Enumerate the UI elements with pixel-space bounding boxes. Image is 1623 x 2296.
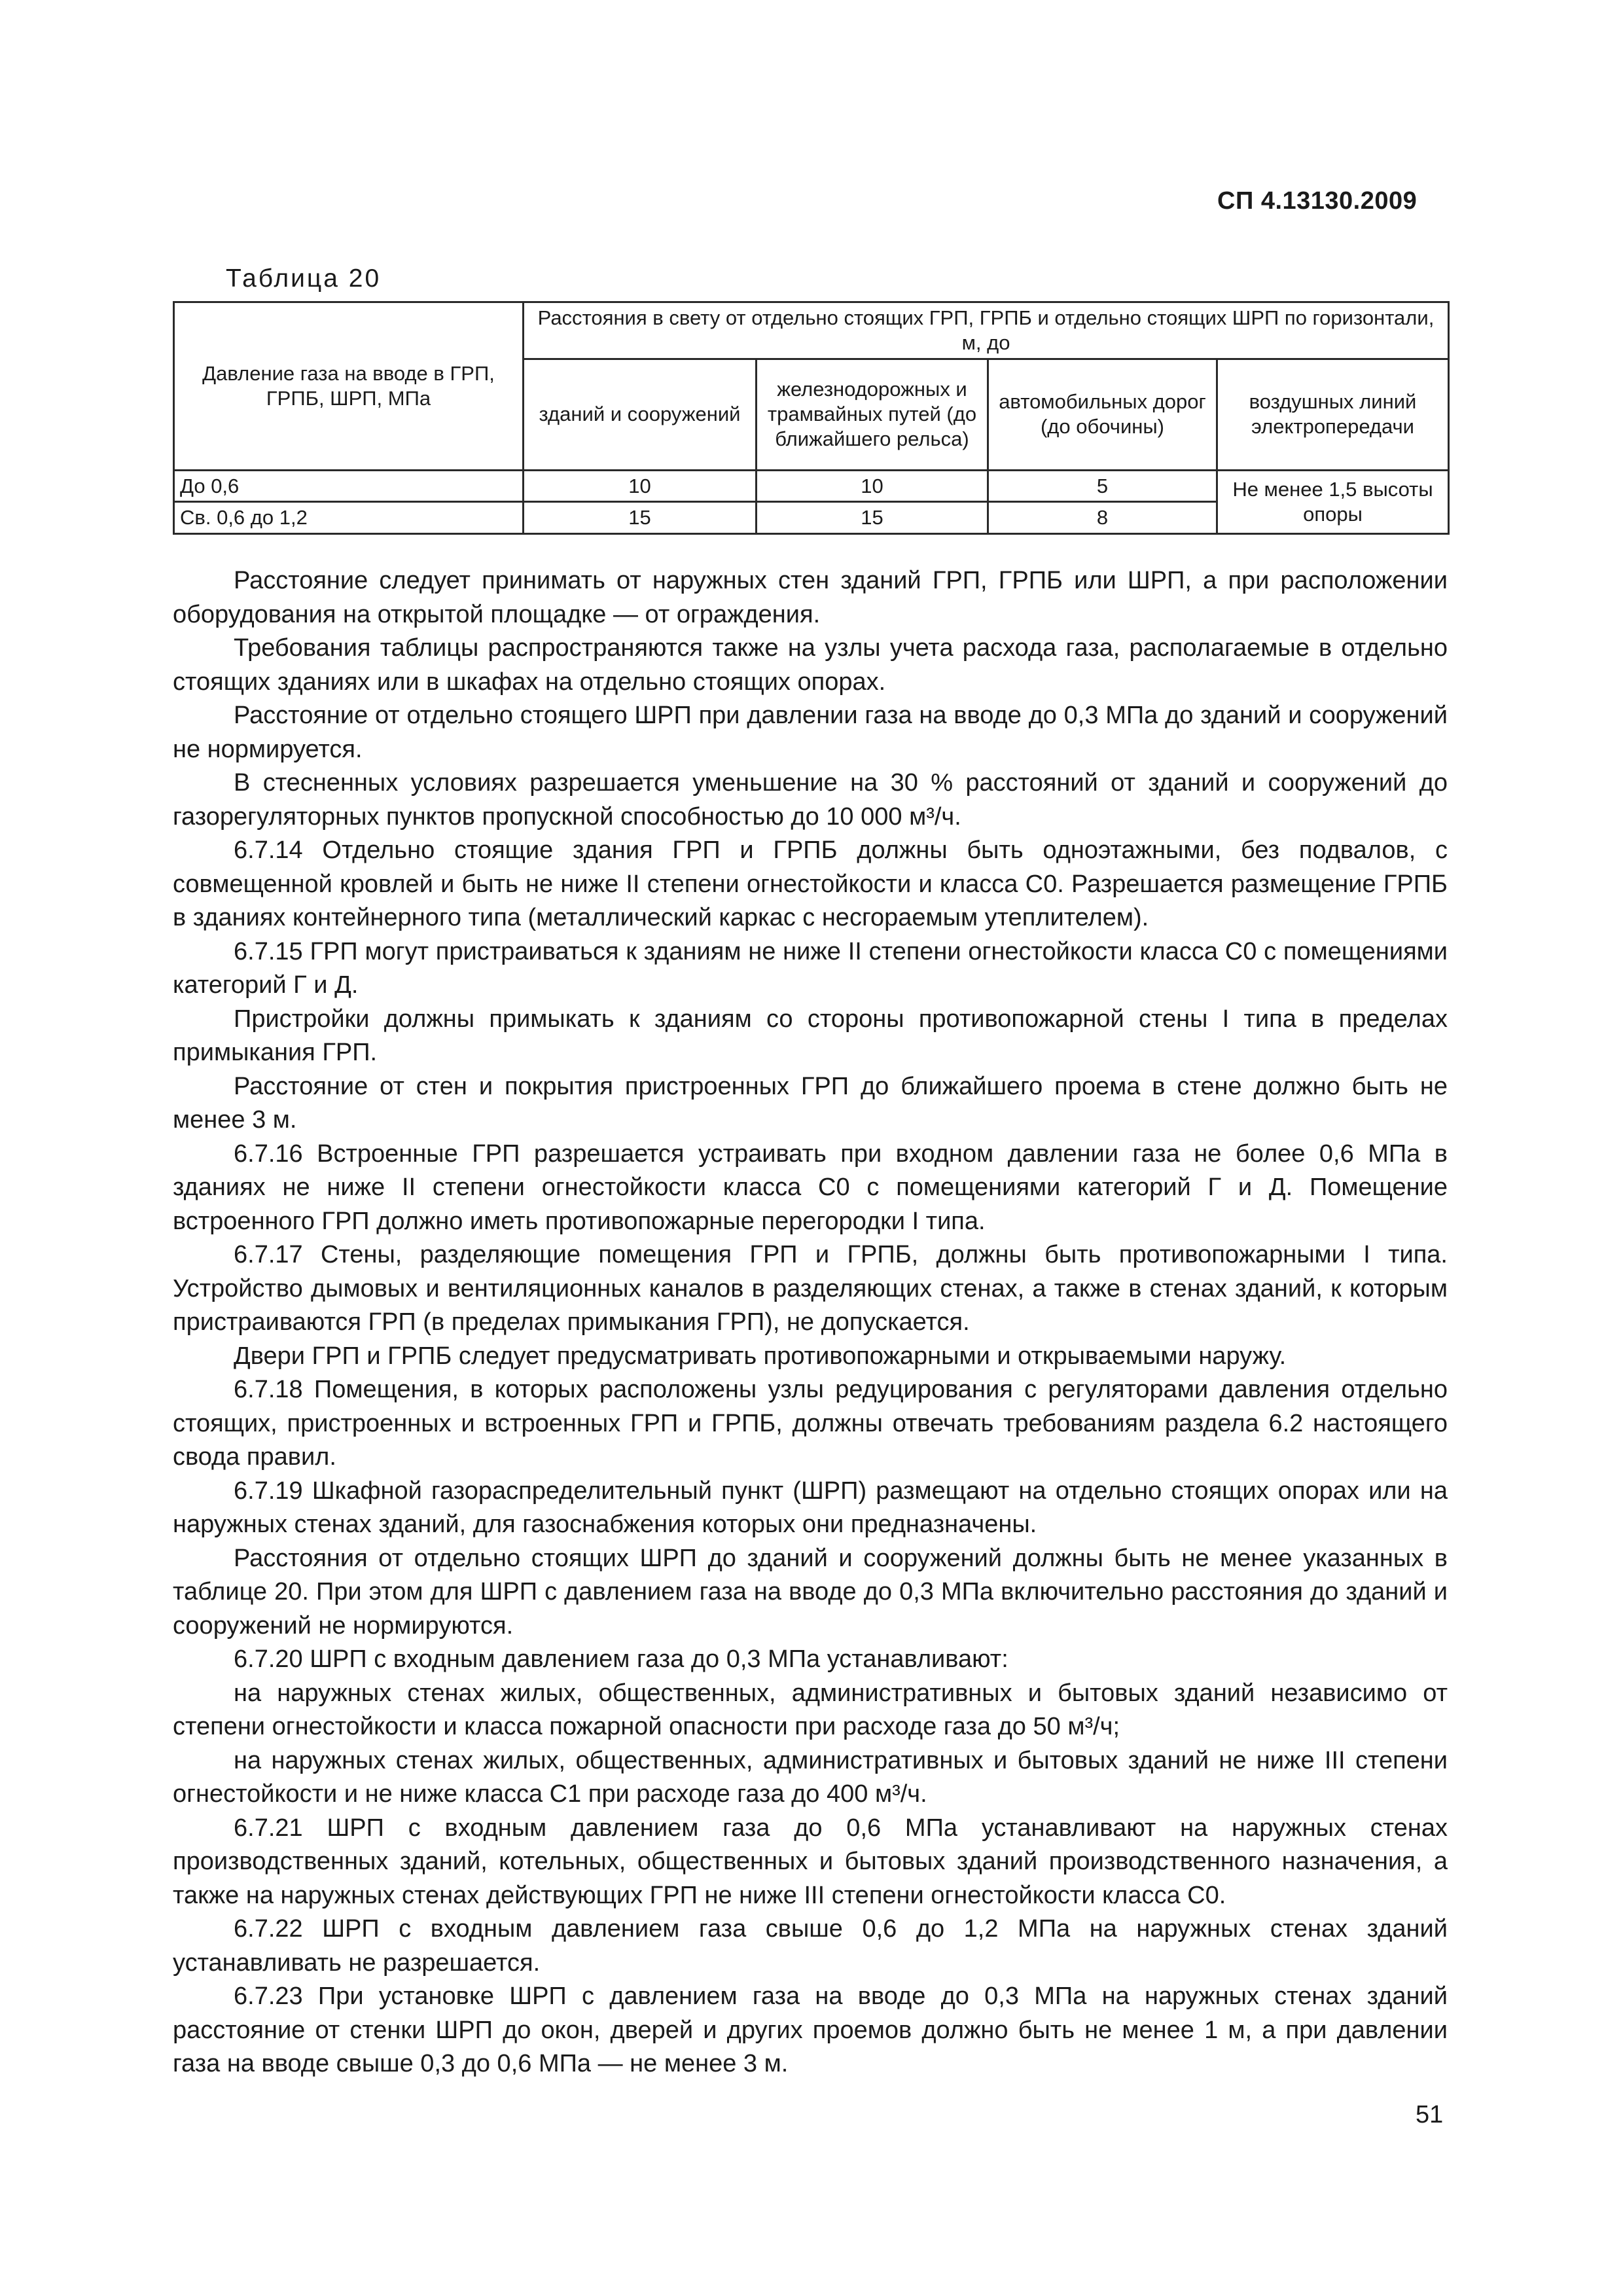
distance-table-container: [173, 301, 1448, 535]
column-header-powerlines: воздушных линий электропередачи: [1217, 359, 1449, 470]
paragraph: Требования таблицы распространяются также на узлы учета расхода газа, располагаемые в отдельно стоящих зданиях или в шкафах на отдельно стоящих опорах.: [173, 634, 1448, 696]
railways-distance-cell: 15: [757, 502, 988, 534]
paragraph: Пристройки должны примыкать к зданиям со стороны противопожарной стены I типа в пределах примыкания ГРП.: [173, 1005, 1448, 1066]
column-header-buildings: зданий и сооружений: [524, 359, 757, 470]
paragraph: Расстояния от отдельно стоящих ШРП до зданий и сооружений должны быть не менее указанных в таблице 20. При этом для ШРП с давлением газа на вводе до 0,3 МПа включительно расстояния до зданий и сооружений не нормируются.: [173, 1544, 1448, 1640]
table-row: [174, 470, 1449, 502]
roads-distance-cell: 8: [988, 502, 1217, 534]
page-number: 51: [1416, 2101, 1444, 2128]
table-caption: Таблица 20: [226, 264, 382, 293]
paragraph: 6.7.21 ШРП с входным давлением газа до 0,6 МПа устанавливают на наружных стенах производственных зданий, котельных, общественных и бытовых зданий производственного назначения, а также на наружных стенах действующих ГРП не ниже III степени огнестойкости класса С0.: [173, 1814, 1448, 1909]
distance-table: [173, 301, 1450, 535]
column-header-roads: автомобильных дорог (до обочины): [988, 359, 1217, 470]
paragraph: 6.7.18 Помещения, в которых расположены узлы редуцирования с регуляторами давления отдельно стоящих, пристроенных и встроенных ГРП и ГРПБ, должны отвечать требованиям раздела 6.2 настоящего свода правил.: [173, 1376, 1448, 1471]
buildings-distance-cell: 15: [524, 502, 757, 534]
paragraph: В стесненных условиях разрешается уменьшение на 30 % расстояний от зданий и сооружений до газорегуляторных пунктов пропускной способностью до 10 000 м³/ч.: [173, 769, 1448, 831]
railways-distance-cell: 10: [757, 470, 988, 502]
roads-distance-cell: 5: [988, 470, 1217, 502]
paragraph: 6.7.23 При установке ШРП с давлением газа на вводе до 0,3 МПа на наружных стенах зданий расстояние от стенки ШРП до окон, дверей и других проемов должно быть не менее 1 м, а при давлении газа на вводе свыше 0,3 до 0,6 МПа — не менее 3 м.: [173, 1982, 1448, 2077]
column-header-railways: железнодорожных и трамвайных путей (до ближайшего рельса): [757, 359, 988, 470]
pressure-cell: Св. 0,6 до 1,2: [174, 502, 524, 534]
powerlines-distance-cell: Не менее 1,5 высоты опоры: [1217, 470, 1449, 534]
paragraph: на наружных стенах жилых, общественных, административных и бытовых зданий независимо от степени огнестойкости и класса пожарной опасности при расходе газа до 50 м³/ч;: [173, 1679, 1448, 1740]
paragraph: Двери ГРП и ГРПБ следует предусматривать противопожарными и открываемыми наружу.: [234, 1342, 1287, 1370]
pressure-cell: До 0,6: [174, 470, 524, 502]
paragraph: 6.7.14 Отдельно стоящие здания ГРП и ГРПБ должны быть одноэтажными, без подвалов, с совмещенной кровлей и быть не ниже II степени огнестойкости и класса С0. Разрешается размещение ГРПБ в зданиях контейнерного типа (металлический каркас с несгораемым утеплителем).: [173, 836, 1448, 931]
document-code: СП 4.13130.2009: [1217, 187, 1418, 215]
pressure-column-header: Давление газа на вводе в ГРП, ГРПБ, ШРП, МПа: [174, 302, 524, 471]
paragraph: 6.7.15 ГРП могут пристраиваться к зданиям не ниже II степени огнестойкости класса С0 с помещениями категорий Г и Д.: [173, 937, 1448, 999]
paragraph: Расстояние следует принимать от наружных стен зданий ГРП, ГРПБ или ШРП, а при расположении оборудования на открытой площадке — от ограждения.: [173, 567, 1448, 628]
paragraph: Расстояние от стен и покрытия пристроенных ГРП до ближайшего проема в стене должно быть не менее 3 м.: [173, 1072, 1448, 1134]
paragraph: 6.7.20 ШРП с входным давлением газа до 0,3 МПа устанавливают:: [234, 1645, 1008, 1673]
distances-group-header: Расстояния в свету от отдельно стоящих ГРП, ГРПБ и отдельно стоящих ШРП по горизонтали, м, до: [524, 302, 1449, 359]
paragraph: 6.7.17 Стены, разделяющие помещения ГРП и ГРПБ, должны быть противопожарными I типа. Устройство дымовых и вентиляционных каналов в разделяющих стенах, а также в стенах зданий, к которым пристраиваются ГРП (в пределах примыкания ГРП), не допускается.: [173, 1241, 1448, 1336]
buildings-distance-cell: 10: [524, 470, 757, 502]
paragraph: 6.7.19 Шкафной газораспределительный пункт (ШРП) размещают на отдельно стоящих опорах или на наружных стенах зданий, для газоснабжения которых они предназначены.: [173, 1477, 1448, 1538]
paragraph: 6.7.22 ШРП с входным давлением газа свыше 0,6 до 1,2 МПа на наружных стенах зданий устанавливать не разрешается.: [173, 1915, 1448, 1977]
body-text: [173, 564, 1448, 2081]
paragraph: 6.7.16 Встроенные ГРП разрешается устраивать при входном давлении газа не более 0,6 МПа в зданиях не ниже II степени огнестойкости класса С0 с помещениями категорий Г и Д. Помещение встроенного ГРП должно иметь противопожарные перегородки I типа.: [173, 1139, 1448, 1235]
paragraph: Расстояние от отдельно стоящего ШРП при давлении газа на вводе до 0,3 МПа до зданий и сооружений не нормируется.: [173, 702, 1448, 763]
paragraph: на наружных стенах жилых, общественных, административных и бытовых зданий не ниже III степени огнестойкости и не ниже класса С1 при расходе газа до 400 м³/ч.: [173, 1746, 1448, 1808]
